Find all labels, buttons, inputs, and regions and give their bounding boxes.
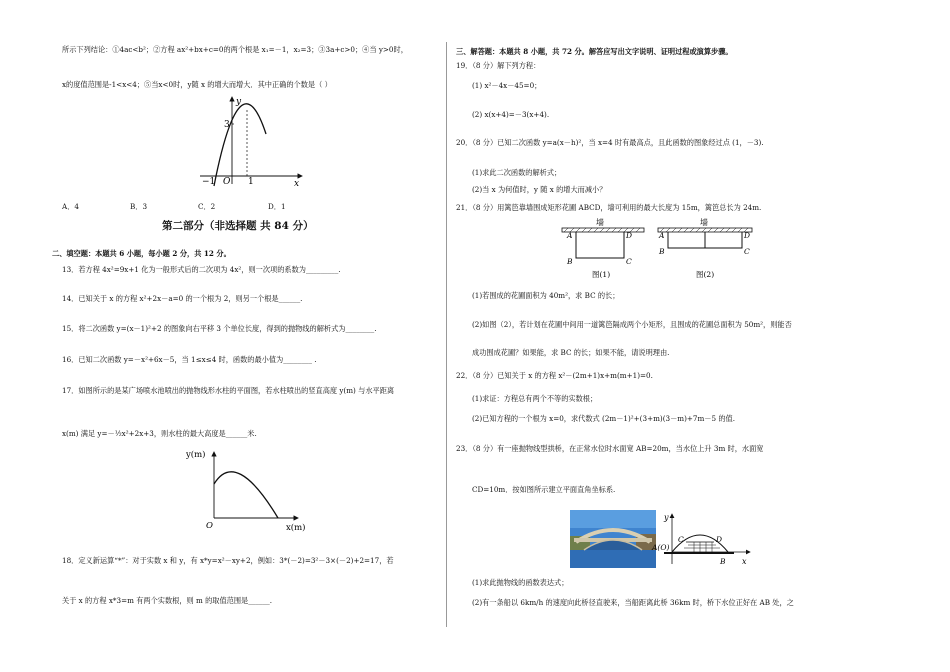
label-neg1: −1 xyxy=(202,177,216,187)
q19: 19．（8 分）解下列方程： xyxy=(456,61,541,70)
label-origin: O xyxy=(206,521,213,531)
q19-part1: (1) x²－4x－45=0； xyxy=(472,81,542,90)
axis-label-x: x xyxy=(294,179,300,189)
q22-part1: (1)求证：方程总有两个不等的实数根； xyxy=(472,394,598,403)
q21-part1: (1)若围成的花圃面积为 40m²，求 BC 的长； xyxy=(472,291,620,300)
axis-label-x: x(m) xyxy=(286,523,306,533)
axis-label-y: y(m) xyxy=(186,450,206,460)
label-a: A xyxy=(659,231,665,240)
option-c: C．2 xyxy=(198,202,216,211)
bridge-photo xyxy=(570,510,656,568)
q12-line1: 所示下列结论：①4ac<b²；②方程 ax²+bx+c=0的两个根是 x₁=－1，x₂=3；③3a+c>0；④当 y>0时， xyxy=(62,45,408,54)
q19-part2: (2) x(x+4)=－3(x+4). xyxy=(472,110,550,119)
wall xyxy=(658,228,752,232)
q23-line1: 23．（8 分）有一座抛物线型拱桥，在正常水位时水面宽 AB=20m，当水位上升 3m 时，水面宽 xyxy=(456,444,764,453)
label-origin: O xyxy=(223,177,231,187)
water-jet-curve xyxy=(214,472,278,518)
label-b: B xyxy=(567,257,573,266)
label-d: D xyxy=(626,231,633,240)
figure-fence-2 xyxy=(654,216,756,280)
q21-part2-line2: 成功围成花圃？如果能，求 BC 的长；如果不能，请说明理由. xyxy=(472,348,670,357)
label-c: C xyxy=(744,247,750,256)
q20: 20．（8 分）已知二次函数 y=a(x－h)²，当 x=4 时有最高点，且此函数的图象经过点 (1，－3). xyxy=(456,138,764,147)
q13: 13．若方程 4x²=9x+1 化为一般形式后的二次项为 4x²，则一次项的系数为_________. xyxy=(62,265,341,274)
part2-title: 第二部分（非选择题 共 84 分） xyxy=(162,220,314,232)
q23-part1: (1)求此抛物线的函数表达式； xyxy=(472,578,569,587)
label-d: D xyxy=(744,231,751,240)
label-b: B xyxy=(720,557,726,566)
figure-bridge-coordinates xyxy=(654,512,754,572)
q17-line1: 17．如图所示的是某广场喷水池喷出的抛物线形水柱的平面图，若水柱喷出的竖直高度 y(m) 与水平距离 xyxy=(62,386,395,395)
label-one: 1 xyxy=(248,177,254,187)
label-a: A xyxy=(567,231,573,240)
option-b: B．3 xyxy=(130,202,148,211)
caption: 图(2) xyxy=(696,270,715,279)
figure-parabola-graph xyxy=(196,94,308,189)
figure-water-jet-graph xyxy=(186,448,312,536)
label-c: C xyxy=(678,535,684,544)
axis-label-x: x xyxy=(742,557,747,566)
q17-line2: x(m) 满足 y=－½x²+2x+3，则水柱的最大高度是______米. xyxy=(62,429,257,438)
q16: 16．已知二次函数 y=－x²+6x－5，当 1≤x≤4 时，函数的最小值为________ . xyxy=(62,355,317,364)
q18-line1: 18．定义新运算“*”：对于实数 x 和 y，有 x*y=x²－xy+2，例如：3*(－2)=3²－3×(－2)+2=17，若 xyxy=(62,556,394,565)
q22: 22．（8 分）已知关于 x 的方程 x²－(2m+1)x+m(m+1)=0. xyxy=(456,371,653,380)
label-c: C xyxy=(626,257,632,266)
q20-part1: (1)求此二次函数的解析式； xyxy=(472,168,562,177)
wall-label: 墙 xyxy=(596,218,604,227)
caption: 图(1) xyxy=(592,270,611,279)
section2-heading: 二、填空题：本题共 6 小题，每小题 2 分，共 12 分。 xyxy=(52,249,231,258)
label-b: B xyxy=(659,247,665,256)
q18-line2: 关于 x 的方程 x*3=m 有两个实数根，则 m 的取值范围是______. xyxy=(62,596,273,605)
wall-label: 墙 xyxy=(700,218,708,227)
parabola-curve xyxy=(214,104,266,186)
q23-line2: CD=10m．按如图所示建立平面直角坐标系. xyxy=(472,485,616,494)
option-a: A．4 xyxy=(62,202,79,211)
q20-part2: (2)当 x 为何值时，y 随 x 的增大而减小？ xyxy=(472,185,607,194)
q15: 15．将二次函数 y=(x－1)²+2 的图象向右平移 3 个单位长度，得到的抛物线的解析式为________. xyxy=(62,324,377,333)
q14: 14．已知关于 x 的方程 x²+2x－a=0 的一个根为 2，则另一个根是______. xyxy=(62,294,303,303)
label-d: D xyxy=(716,535,723,544)
q23-part2: (2)有一条船以 6km/h 的速度向此桥径直驶来，当船距离此桥 36km 时，桥下水位正好在 AB 处，之 xyxy=(472,598,794,607)
axis-label-y: y xyxy=(664,513,669,522)
q21: 21．（8 分）用篱笆靠墙围成矩形花圃 ABCD，墙可利用的最大长度为 15m，篱笆总长为 24m. xyxy=(456,203,762,212)
option-d: D．1 xyxy=(268,202,286,211)
figure-fence-1 xyxy=(556,216,648,280)
axis-label-y: y xyxy=(236,97,242,107)
section3-heading: 三、解答题：本题共 8 小题，共 72 分。解答应写出文字说明、证明过程或演算步骤。 xyxy=(456,47,733,56)
q22-part2: (2)已知方程的一个根为 x=0，求代数式 (2m－1)²+(3+m)(3－m)+7m－5 的值. xyxy=(472,414,736,423)
q21-part2-line1: (2)如图（2），若计划在花圃中间用一道篱笆隔成两个小矩形，且围成的花圃总面积为 50m²，则能否 xyxy=(472,320,792,329)
column-divider xyxy=(446,42,447,627)
label-three: 3 xyxy=(224,120,230,130)
fence xyxy=(576,232,624,258)
label-a-origin: A(O) xyxy=(652,543,670,552)
q12-line2: x的度值范围是-1<x<4；⑤当x<0时，y随 x 的增大而增大．其中正确的个数是（ ） xyxy=(62,80,332,89)
